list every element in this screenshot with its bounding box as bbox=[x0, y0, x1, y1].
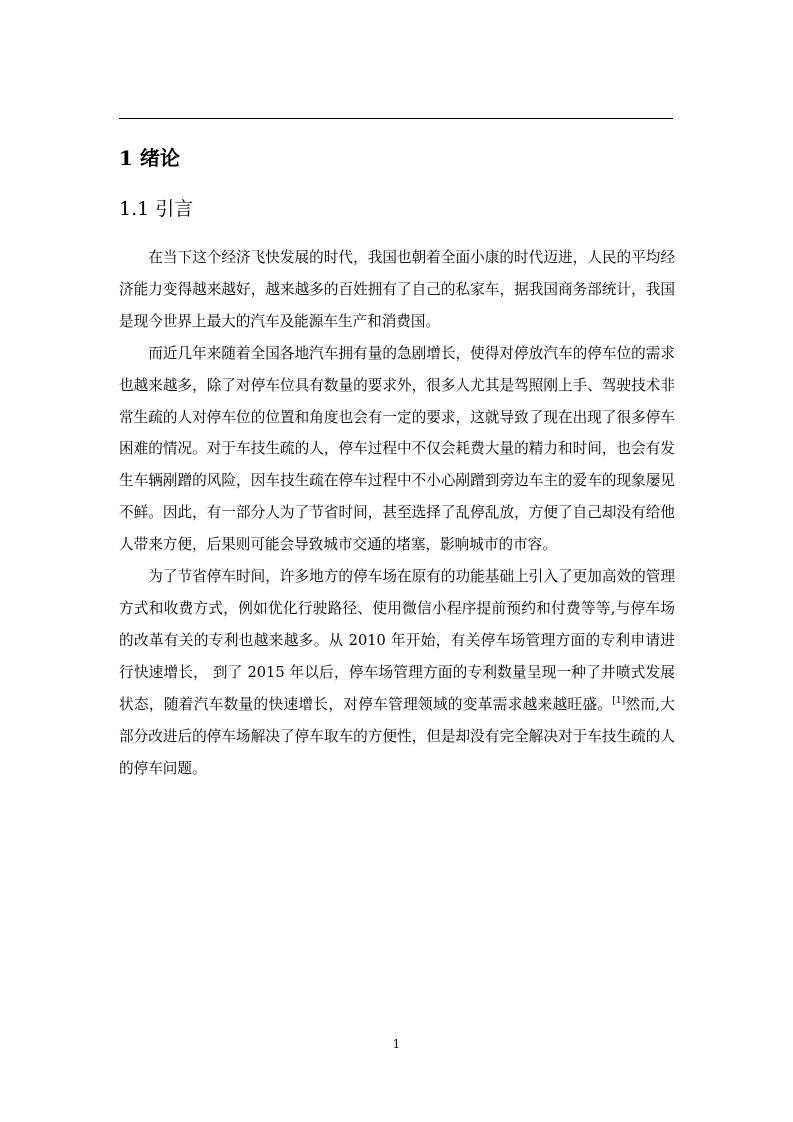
citation-reference[interactable]: [1] bbox=[612, 695, 626, 706]
header-rule bbox=[119, 118, 673, 119]
page-number: 1 bbox=[392, 1037, 401, 1051]
paragraph-2: 而近几年来随着全国各地汽车拥有量的急剧增长，使得对停放汽车的停车位的需求也越来越多，除了对停车位具有数量的要求外，很多人尤其是驾照刚上手、驾驶技术非常生疏的人对停车位的位置和角度也会有一定的要求，这就导致了现在出现了很多停车困难的情况。对于车技生疏的人，停车过程中不仅会耗费大量的精力和时间，也会有发生车辆剐蹭的风险，因车技生疏在停车过程中不小心剐蹭到旁边车主的爱车的现象屡见不鲜。因此，有一部分人为了节省时间，甚至选择了乱停乱放，方便了自己却没有给他人带来方便，后果则可能会导致城市交通的堵塞，影响城市的市容。 bbox=[119, 344, 675, 554]
body-text bbox=[119, 242, 675, 784]
chapter-heading: 1 绪论 bbox=[119, 146, 180, 170]
paragraph-1: 在当下这个经济飞快发展的时代，我国也朝着全面小康的时代迈进，人民的平均经济能力变得越来越好，越来越多的百姓拥有了自己的私家车，据我国商务部统计，我国是现今世界上最大的汽车及能源车生产和消费国。 bbox=[119, 249, 675, 330]
paragraph-3-text-before-ref: 为了节省停车时间，许多地方的停车场在原有的功能基础上引入了更加高效的管理方式和收费方式，例如优化行驶路径、使用微信小程序提前预约和付费等等,与停车场的改革有关的专利也越来越多。从 2010 年开始，有关停车场管理方面的专利申请进行快速增长， 到了 2015 年以后，停车场管理方面的专利数量呈现一种了井喷式发展状态，随着汽车数量的快速增长，对停车管理领域的变革需求越来越旺盛。 bbox=[119, 568, 675, 713]
main-content bbox=[119, 140, 675, 784]
section-heading: 1.1 引言 bbox=[119, 198, 194, 220]
paragraph-3-text-after-ref: 然而,大部分改进后的停车场解决了停车取车的方便性，但是却没有完全解决对于车技生疏的人的停车问题。 bbox=[119, 695, 675, 777]
paragraph-3 bbox=[119, 561, 675, 784]
